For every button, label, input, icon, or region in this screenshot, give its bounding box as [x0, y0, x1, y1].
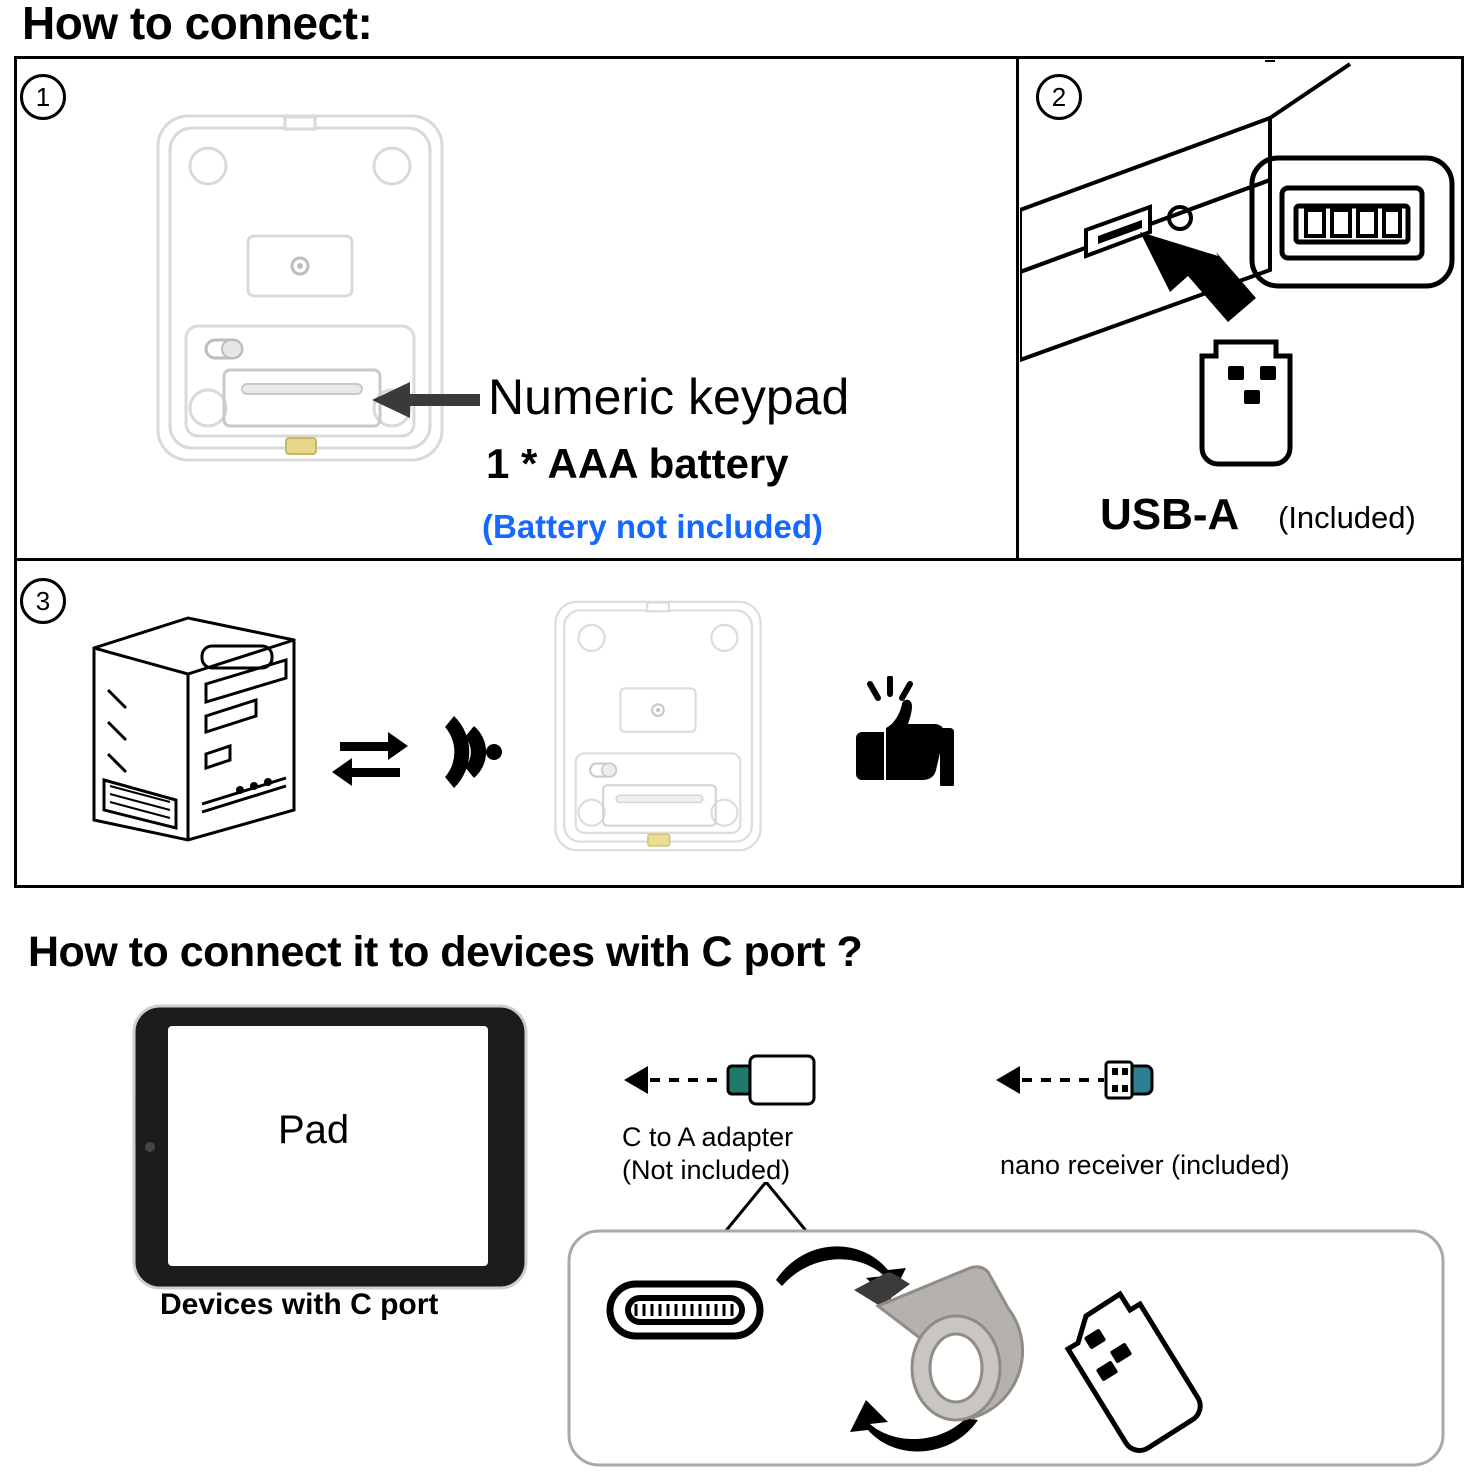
- divider-vertical: [1016, 56, 1019, 561]
- pointer-arrow-keypad: [362, 378, 482, 422]
- pad-caption: Devices with C port: [160, 1288, 439, 1321]
- pad-screen-label: Pad: [278, 1108, 350, 1152]
- nano-receiver-label: nano receiver (included): [1000, 1150, 1290, 1180]
- adapter-callout-illustration: [614, 1048, 844, 1118]
- battery-note: (Battery not included): [482, 508, 824, 545]
- adapter-label-line1: C to A adapter: [622, 1122, 794, 1152]
- wireless-signal-icon: [430, 712, 510, 792]
- page-title: How to connect:: [22, 0, 373, 49]
- thumbs-up-icon: [856, 676, 966, 786]
- usba-label: USB-A: [1100, 490, 1240, 539]
- keypad-bottom-illustration-2: [548, 596, 768, 856]
- cport-section-title: How to connect it to devices with C port ?: [28, 928, 863, 976]
- adapter-label-line2: (Not included): [622, 1155, 791, 1185]
- pc-tower-illustration: [80, 604, 310, 854]
- sync-arrows-icon: [332, 726, 408, 790]
- divider-horizontal: [14, 558, 1464, 561]
- cport-detail-panel: [566, 1228, 1446, 1468]
- nano-receiver-callout: [988, 1048, 1198, 1118]
- step-badge-2: 2: [1036, 74, 1082, 120]
- usba-included-label: (Included): [1278, 500, 1416, 535]
- battery-label: 1 * AAA battery: [486, 440, 789, 487]
- keypad-label: Numeric keypad: [488, 369, 850, 425]
- step-badge-1: 1: [20, 74, 66, 120]
- usb-port-illustration: [1020, 60, 1470, 490]
- step-badge-3: 3: [20, 578, 66, 624]
